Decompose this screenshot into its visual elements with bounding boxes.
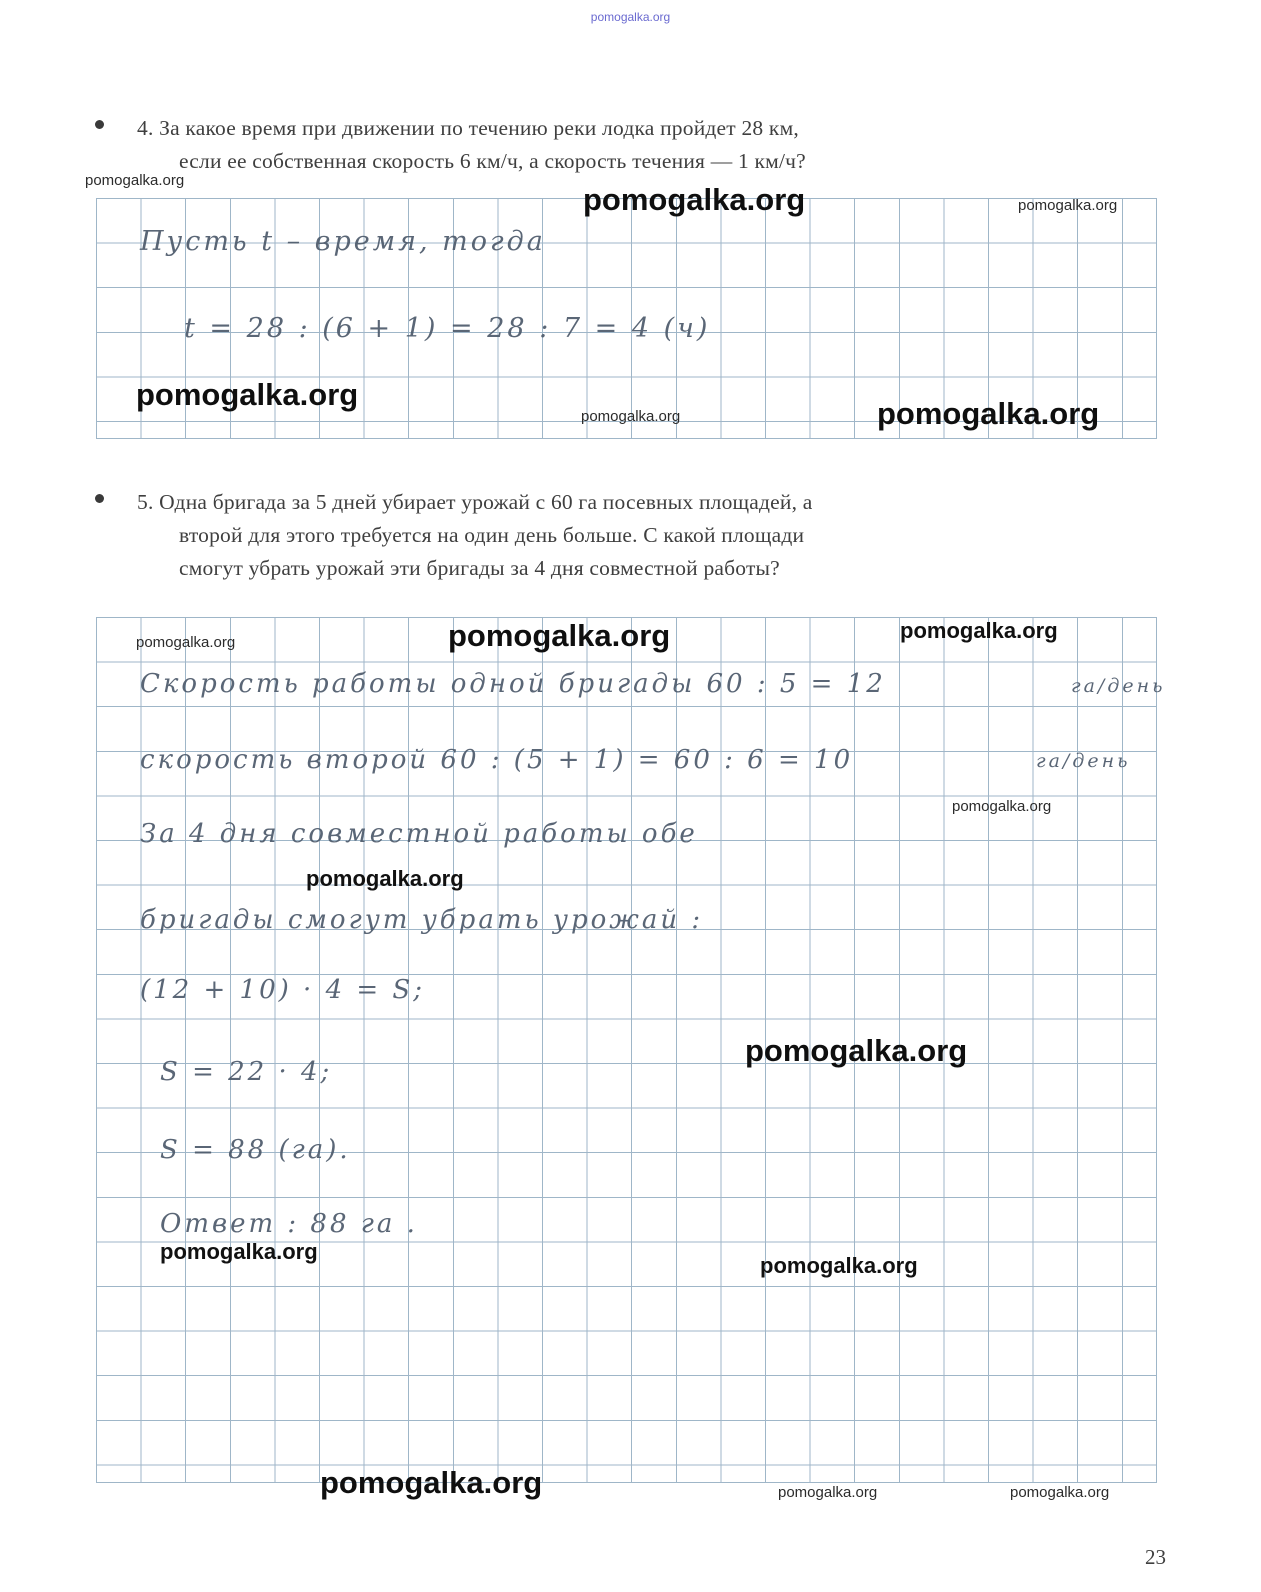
exercise-5-text <box>137 486 1160 585</box>
bullet-icon <box>95 494 104 503</box>
handwriting-5-line-7: S = 88 (га). <box>160 1135 351 1165</box>
exercise-5 <box>95 486 1160 585</box>
handwriting-5-line-1: Скорость работы одной бригады 60 : 5 = 12 <box>140 669 886 699</box>
handwriting-4-line-2: t = 28 : (6 + 1) = 28 : 7 = 4 (ч) <box>184 313 711 344</box>
handwriting-5-line-4: бригады смогут убрать урожай : <box>140 905 704 935</box>
watermark-text: pomogalka.org <box>877 396 1100 431</box>
watermark-text: pomogalka.org <box>85 172 185 189</box>
watermark-text: pomogalka.org <box>1018 197 1118 214</box>
handwriting-5-line-2: скорость второй 60 : (5 + 1) = 60 : 6 = 10 <box>140 745 854 775</box>
exercise-4-line-1 <box>137 112 1160 145</box>
exercise-4-text <box>137 112 1160 178</box>
exercise-5-number: 5. <box>137 490 154 514</box>
watermark-text: pomogalka.org <box>160 1239 318 1264</box>
watermark-text: pomogalka.org <box>900 618 1058 643</box>
exercise-4 <box>95 112 1160 178</box>
exercise-5-line-3: смогут убрать урожай эти бригады за 4 дня совместной работы? <box>179 556 780 580</box>
watermark-text: pomogalka.org <box>745 1033 968 1068</box>
watermark-text: pomogalka.org <box>136 634 236 651</box>
watermark-text: pomogalka.org <box>583 182 806 217</box>
watermark-text: pomogalka.org <box>581 408 681 425</box>
watermark-text: pomogalka.org <box>760 1253 918 1278</box>
watermark-text: pomogalka.org <box>1010 1484 1110 1501</box>
bullet-icon <box>95 120 104 129</box>
handwriting-5-line-3: За 4 дня совместной работы обе <box>140 819 698 849</box>
handwriting-5-line-5: (12 + 10) · 4 = S; <box>140 975 425 1005</box>
exercise-5-line-1 <box>137 486 1160 519</box>
grid-paper-exercise-5 <box>96 617 1166 1483</box>
handwriting-5-line-1-fraction: га/день <box>1071 675 1166 697</box>
page-number: 23 <box>1145 1545 1166 1569</box>
watermark-text: pomogalka.org <box>320 1465 543 1500</box>
exercise-4-line-2: если ее собственная скорость 6 км/ч, а скорость течения — 1 км/ч? <box>179 149 806 173</box>
watermark-text: pomogalka.org <box>136 377 359 412</box>
handwriting-4-line-1: Пусть t – время, тогда <box>140 226 546 257</box>
watermark-text: pomogalka.org <box>590 10 671 24</box>
top-watermark <box>0 8 1261 26</box>
watermark-text: pomogalka.org <box>778 1484 878 1501</box>
exercise-4-number: 4. <box>137 116 154 140</box>
handwriting-5-line-6: S = 22 · 4; <box>160 1057 333 1087</box>
handwriting-5-line-2-fraction: га/день <box>1036 750 1131 772</box>
watermark-text: pomogalka.org <box>448 618 671 653</box>
exercise-5-line-2: второй для этого требуется на один день больше. С какой площади <box>179 523 805 547</box>
watermark-text: pomogalka.org <box>306 866 464 891</box>
watermark-text: pomogalka.org <box>952 798 1052 815</box>
exercise-5-line1-text: Одна бригада за 5 дней убирает урожай с 60 га посевных площадей, а <box>159 490 813 514</box>
handwriting-5-line-8: Ответ : 88 га . <box>160 1209 418 1239</box>
grid-paper-exercise-4 <box>96 198 1157 439</box>
exercise-4-line1-text: За какое время при движении по течению реки лодка пройдет 28 км, <box>159 116 799 140</box>
